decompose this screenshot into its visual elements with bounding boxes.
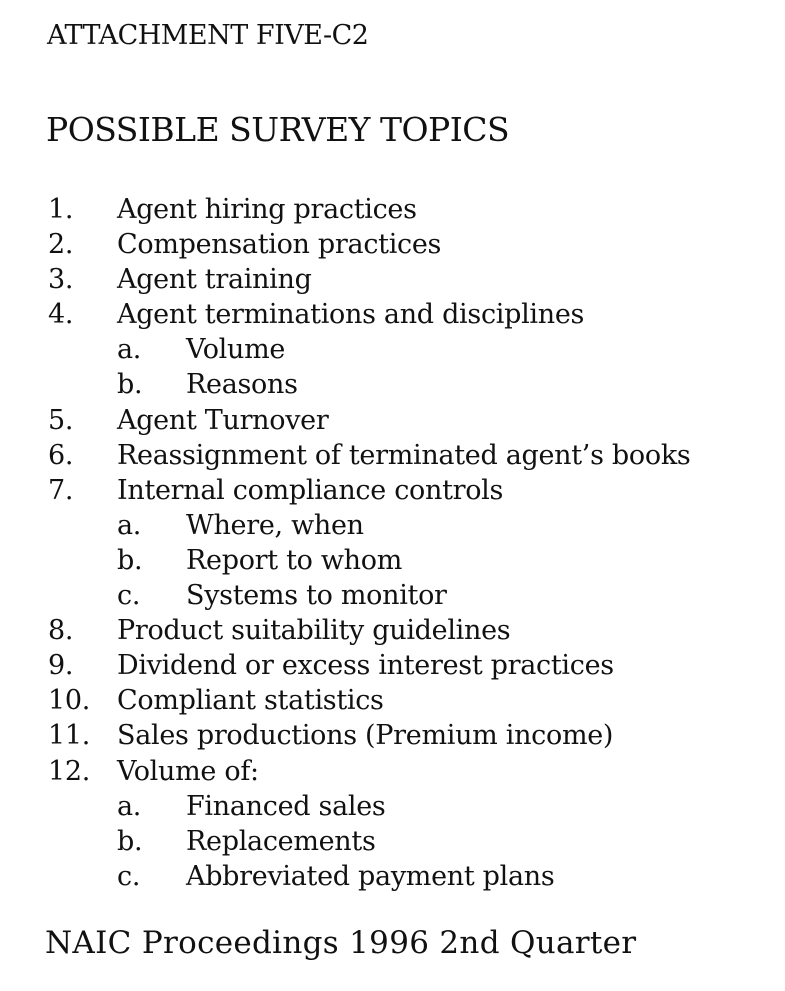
list-item: [0, 403, 785, 438]
item-number: 3.: [48, 264, 74, 296]
sub-list-item: [0, 789, 785, 824]
page-title: POSSIBLE SURVEY TOPICS: [46, 110, 510, 149]
list-item: [0, 262, 785, 297]
sub-item-letter: b.: [117, 825, 143, 857]
item-number: 4.: [48, 299, 74, 331]
list-item: [0, 473, 785, 508]
attachment-label: ATTACHMENT FIVE-C2: [47, 20, 369, 51]
item-text: Compliant statistics: [117, 685, 384, 717]
sub-list-item: [0, 578, 785, 613]
sub-item-letter: c.: [117, 580, 141, 612]
item-text: Agent terminations and disciplines: [117, 299, 585, 331]
item-number: 2.: [48, 229, 74, 261]
list-item: [0, 754, 785, 789]
list-item: [0, 648, 785, 683]
sub-item-letter: a.: [117, 334, 142, 366]
list-item: [0, 438, 785, 473]
sub-item-text: Volume: [186, 334, 286, 366]
list-item: [0, 192, 785, 227]
item-number: 7.: [48, 474, 74, 506]
list-item: [0, 683, 785, 718]
sub-item-text: Abbreviated payment plans: [186, 860, 555, 892]
proceedings-footer: NAIC Proceedings 1996 2nd Quarter: [45, 925, 637, 961]
sub-list-item: [0, 824, 785, 859]
sub-item-text: Report to whom: [186, 544, 403, 576]
item-number: 9.: [48, 650, 74, 682]
sub-item-letter: a.: [117, 509, 142, 541]
sub-item-letter: b.: [117, 369, 143, 401]
sub-list-item: [0, 508, 785, 543]
item-number: 6.: [48, 439, 74, 471]
list-item: [0, 227, 785, 262]
item-text: Sales productions (Premium income): [117, 720, 614, 752]
item-text: Dividend or excess interest practices: [117, 650, 614, 682]
sub-list-item: [0, 367, 785, 402]
item-number: 10.: [48, 685, 91, 717]
item-text: Agent hiring practices: [117, 194, 417, 225]
item-text: Reassignment of terminated agent’s books: [117, 439, 691, 471]
list-item: [0, 613, 785, 648]
item-number: 12.: [48, 755, 91, 787]
item-number: 11.: [48, 720, 91, 752]
sub-list-item: [0, 332, 785, 367]
sub-item-letter: c.: [117, 860, 141, 892]
item-number: 5.: [48, 404, 74, 436]
sub-list-item: [0, 859, 785, 894]
sub-list-item: [0, 543, 785, 578]
item-text: Compensation practices: [117, 229, 442, 261]
sub-item-text: Replacements: [186, 825, 376, 857]
sub-item-text: Systems to monitor: [186, 580, 447, 612]
item-text: Product suitability guidelines: [117, 615, 511, 647]
item-text: Volume of:: [117, 755, 259, 787]
sub-item-letter: b.: [117, 544, 143, 576]
sub-item-letter: a.: [117, 790, 142, 822]
item-text: Agent Turnover: [117, 404, 329, 436]
list-item: [0, 718, 785, 753]
item-number: 8.: [48, 615, 74, 647]
item-text: Internal compliance controls: [117, 474, 504, 506]
item-number: 1.: [48, 194, 74, 225]
sub-item-text: Financed sales: [186, 790, 386, 822]
survey-topics-list: [0, 192, 785, 894]
sub-item-text: Reasons: [186, 369, 298, 401]
list-item: [0, 297, 785, 332]
item-text: Agent training: [117, 264, 312, 296]
sub-item-text: Where, when: [186, 509, 364, 541]
